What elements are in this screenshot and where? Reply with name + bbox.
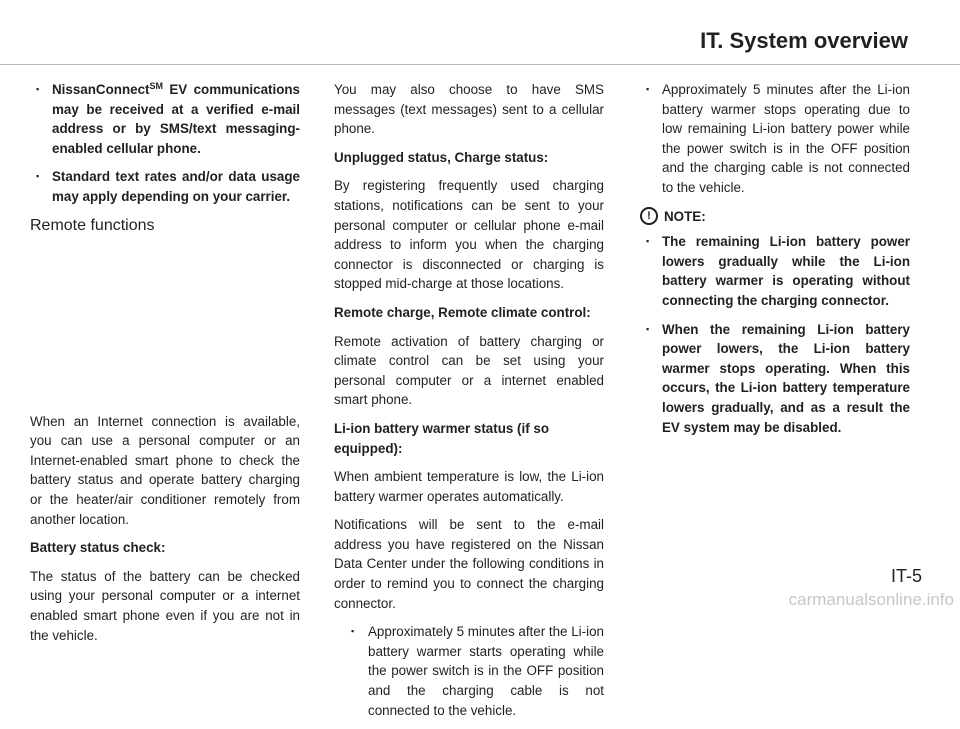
note-item-1: ▪ The remaining Li-ion battery power lowers gradually while the Li-ion battery warmer is operating without connecting the charging connector. [640,232,910,310]
remote-charge-heading: Remote charge, Remote climate control: [334,304,591,320]
illustration-area [30,236,300,412]
note-header [640,207,910,227]
service-mark: SM [149,81,163,91]
column-2 [334,80,604,729]
note-bullets [640,232,910,437]
page-number: IT-5 [890,566,922,586]
bullet-warmer-start: ▪ Approximately 5 minutes after the Li-ion battery warmer starts operating while the power switch is in the OFF position and the charging cable is not connected to the vehicle. [334,622,604,720]
bullet-warmer-stop: ▪ Approximately 5 minutes after the Li-ion battery warmer stops operating due to low remaining Li-ion battery power while the power switch is in the OFF position and the charging cable is not connected to the vehicle. [640,80,910,198]
note-item-2: ▪ When the remaining Li-ion battery power lowers, the Li-ion battery warmer stops operating. When this occurs, the Li-ion battery temperature lowers gradually, and as a result the EV system may be disabled. [640,320,910,438]
battery-status-heading: Battery status check: [30,540,166,556]
note-label: NOTE: [664,208,706,224]
unplugged-heading: Unplugged status, Charge status: [334,149,549,165]
watermark: carmanualsonline.info [788,590,954,609]
intro-bullets [30,80,300,207]
column-1 [30,80,300,654]
note-icon: ! [640,207,658,225]
sms-paragraph: You may also choose to have SMS messages (text messages) sent to a cellular phone. [334,82,604,137]
warmer-start-bullets [334,622,604,720]
battery-warmer-paragraph: When ambient temperature is low, the Li-ion battery warmer operates automatically. [334,469,604,504]
remote-functions-heading: Remote functions [30,216,155,234]
header-rule [0,64,960,65]
bullet-communications: ▪ NissanConnect℠ EV communications may be received at a verified e-mail address or by SMS/text messaging-enabled cellular phone. [30,80,300,158]
bullet-text-rates: ▪ Standard text rates and/or data usage may apply depending on your carrier. [30,167,300,206]
battery-status-paragraph: The status of the battery can be checked using your personal computer or a internet enabled smart phone even if you are not in the vehicle. [30,568,300,643]
column-3 [640,80,910,446]
unplugged-paragraph: By registering frequently used charging stations, notifications can be sent to your personal computer or cellular phone e-mail address to inform you when the charging connector is disconnected or charging is stopped mid-charge at those locations. [334,178,604,292]
section-title: IT. System overview [700,28,908,53]
remote-intro-paragraph: When an Internet connection is available, you can use a personal computer or an Internet-enabled smart phone to check the battery status and operate battery charging or the heater/air conditioner remotely from another location. [30,413,300,527]
notifications-paragraph: Notifications will be sent to the e-mail address you have registered on the Nissan Data Center under the following conditions in order to remind you to connect the charging connector. [334,517,604,611]
battery-warmer-heading: Li-ion battery warmer status (if so equipped): [334,420,550,456]
remote-charge-paragraph: Remote activation of battery charging or climate control can be set using your personal computer or a internet enabled smart phone. [334,333,604,408]
warmer-stop-bullets [640,80,910,198]
